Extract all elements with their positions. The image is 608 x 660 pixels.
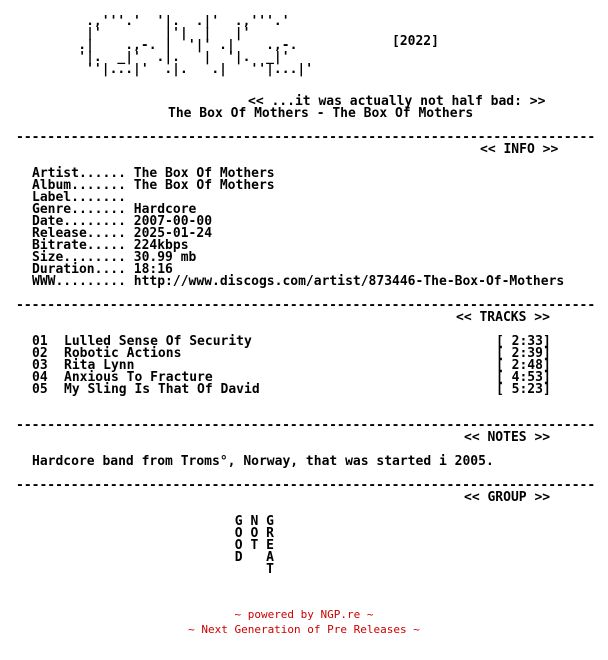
track-time: [ 2:33] xyxy=(496,334,551,349)
release-title: The Box Of Mothers - The Box Of Mothers xyxy=(168,106,474,121)
release-year: [2022] xyxy=(392,34,439,49)
track-title: Anxious To Fracture xyxy=(64,370,213,385)
info-value: Hardcore xyxy=(133,202,197,217)
info-key: Date........ xyxy=(32,214,126,229)
info-value: 18:16 xyxy=(133,262,173,277)
track-number: 02 xyxy=(32,346,48,361)
track-time: [ 2:39] xyxy=(496,346,551,361)
track-number: 04 xyxy=(32,370,48,385)
info-value: The Box Of Mothers xyxy=(133,166,275,181)
info-key: Label....... xyxy=(32,190,126,205)
info-key: Album....... xyxy=(32,178,126,193)
info-key: Genre....... xyxy=(32,202,126,217)
track-number: 01 xyxy=(32,334,48,349)
info-key: Release..... xyxy=(32,226,126,241)
info-key: Size........ xyxy=(32,250,126,265)
ngp-ascii-logo: .,'''.' '|. .|' .,'''.' |' |'| | |' .| .,-. | '|' .| .,-. '|. _|' .|. | '|. _|' ''|...|' .|. .| ''|...|' xyxy=(78,14,314,77)
track-time: [ 2:48] xyxy=(496,358,551,373)
footer-tagline: ~ Next Generation of Pre Releases ~ xyxy=(188,623,420,636)
info-value-url: http://www.discogs.com/artist/873446-The-Box-Of-Mothers xyxy=(133,274,565,289)
divider-tracks: -------------------------------------------------------------------------- xyxy=(16,298,596,313)
track-title: My Sling Is That Of David xyxy=(64,382,260,397)
track-time: [ 5:23] xyxy=(496,382,551,397)
track-number: 05 xyxy=(32,382,48,397)
info-value: 224kbps xyxy=(133,238,189,253)
info-value: The Box Of Mothers xyxy=(133,178,275,193)
divider-info: -------------------------------------------------------------------------- xyxy=(16,130,596,145)
info-value: 2025-01-24 xyxy=(133,226,213,241)
notes-text: Hardcore band from Troms°, Norway, that was started i 2005. xyxy=(32,454,494,469)
divider-notes: -------------------------------------------------------------------------- xyxy=(16,418,596,433)
info-list xyxy=(32,168,564,288)
track-title: Lulled Sense Of Security xyxy=(64,334,252,349)
info-key: WWW......... xyxy=(32,274,126,289)
footer-powered-by: ~ powered by NGP.re ~ xyxy=(234,608,374,621)
tracks-section-header: << TRACKS >> xyxy=(456,310,550,325)
info-section-header: << INFO >> xyxy=(480,142,559,157)
tagline: << ...it was actually not half bad: >> xyxy=(248,94,546,109)
track-time: [ 4:53] xyxy=(496,370,551,385)
track-title: Rita Lynn xyxy=(64,358,135,373)
info-key: Duration.... xyxy=(32,262,126,277)
group-ascii-art: G N G O O R O T E D A T xyxy=(234,514,274,577)
notes-section-header: << NOTES >> xyxy=(464,430,551,445)
info-key: Artist...... xyxy=(32,166,126,181)
divider-group: -------------------------------------------------------------------------- xyxy=(16,478,596,493)
group-section-header: << GROUP >> xyxy=(464,490,551,505)
track-number: 03 xyxy=(32,358,48,373)
info-value: 2007-00-00 xyxy=(133,214,213,229)
info-row xyxy=(32,274,564,289)
track-title: Robotic Actions xyxy=(64,346,182,361)
info-value: 30.99 mb xyxy=(133,250,197,265)
info-key: Bitrate..... xyxy=(32,238,126,253)
